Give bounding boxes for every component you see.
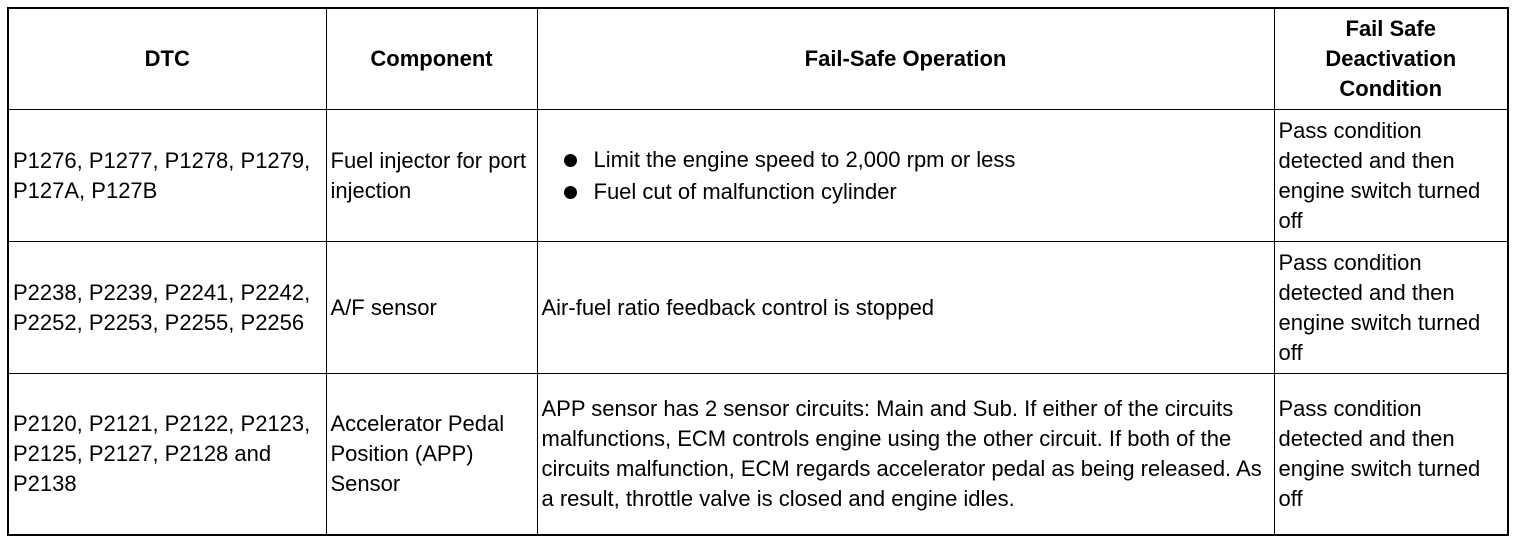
operation-bullet-list [542,144,1270,208]
deactivation-cell: Pass condition detected and then engine switch turned off [1274,110,1508,242]
component-cell: A/F sensor [326,242,537,374]
dtc-cell: P1276, P1277, P1278, P1279, P127A, P127B [8,110,326,242]
deactivation-cell: Pass condition detected and then engine switch turned off [1274,374,1508,536]
dtc-cell: P2238, P2239, P2241, P2242, P2252, P2253, P2255, P2256 [8,242,326,374]
deactivation-cell: Pass condition detected and then engine switch turned off [1274,242,1508,374]
operation-cell: Air-fuel ratio feedback control is stopped [537,242,1274,374]
operation-cell [537,110,1274,242]
bullet-text: Fuel cut of malfunction cylinder [593,178,897,204]
header-component: Component [326,8,537,110]
dtc-cell: P2120, P2121, P2122, P2123, P2125, P2127, P2128 and P2138 [8,374,326,536]
bullet-icon [564,154,577,167]
component-cell: Fuel injector for port injection [326,110,537,242]
component-cell: Accelerator Pedal Position (APP) Sensor [326,374,537,536]
operation-cell: APP sensor has 2 sensor circuits: Main and Sub. If either of the circuits malfunctions, ECM controls engine using the other circuit. If both of the circuits malfunction, ECM regards accelerator pedal as being released. As a result, throttle valve is closed and engine idles. [537,374,1274,536]
bullet-icon [564,186,577,199]
bullet-text: Limit the engine speed to 2,000 rpm or less [593,146,1016,172]
header-row [8,8,1508,110]
header-dtc: DTC [8,8,326,110]
table-row [8,110,1508,242]
list-item [562,144,1270,176]
list-item [562,176,1270,208]
header-deactivation-condition: Fail Safe Deactivation Condition [1274,8,1508,110]
table-row [8,374,1508,536]
table-row [8,242,1508,374]
fail-safe-table [7,7,1509,536]
header-fail-safe-operation: Fail-Safe Operation [537,8,1274,110]
